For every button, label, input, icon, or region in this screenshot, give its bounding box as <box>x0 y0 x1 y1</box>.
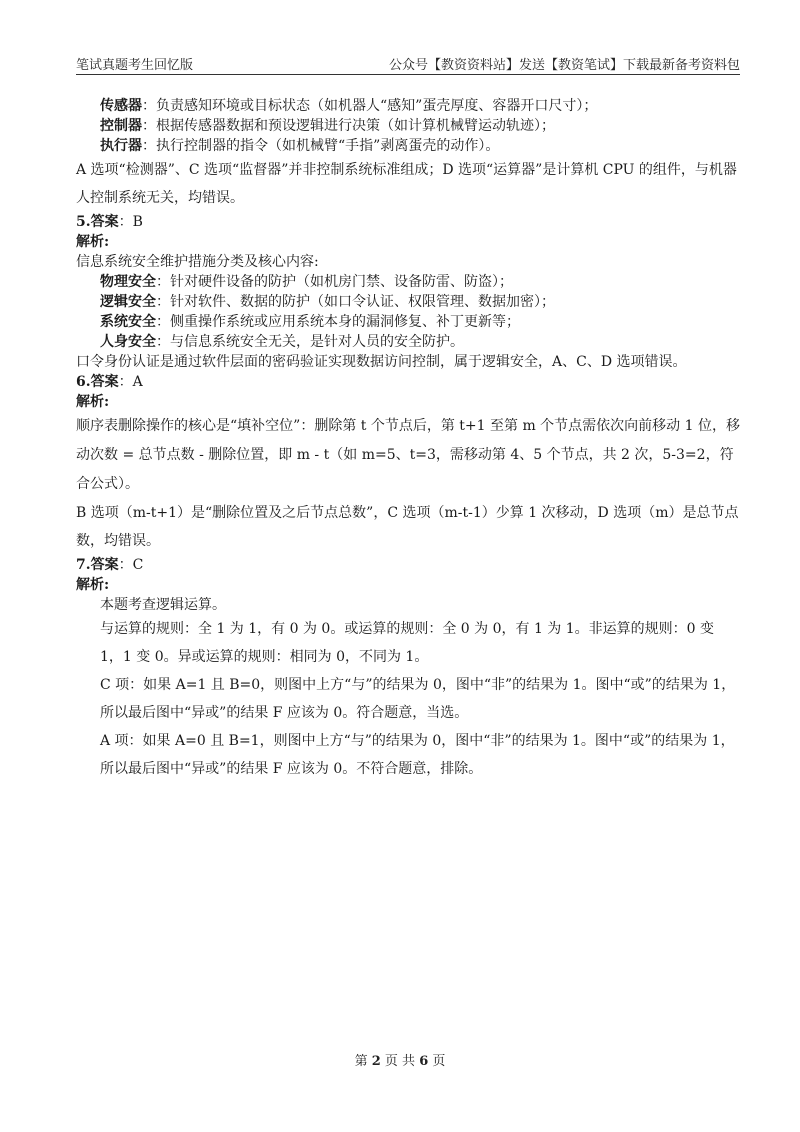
actuator-line <box>76 136 740 156</box>
sensor-line <box>76 96 740 116</box>
system-line <box>76 312 740 332</box>
q7-p2: 与运算的规则：全 1 为 1，有 0 为 0。或运算的规则：全 0 为 0，有 1 为 1。非运算的规则：0 变 1，1 变 0。异或运算的规则：相同为 0，不同为 1。 <box>100 621 715 665</box>
footer-prefix: 第 <box>354 1054 372 1069</box>
footer-suffix: 页 <box>428 1054 446 1069</box>
q5-intro: 信息系统安全维护措施分类及核心内容: <box>76 254 319 270</box>
logical-line <box>76 292 740 312</box>
q7-answer <box>76 555 740 575</box>
q6-answer <box>76 372 740 392</box>
actuator-label: 执行器 <box>100 138 142 154</box>
logical-text: ：针对软件、数据的防护（如口令认证、权限管理、数据加密）； <box>156 294 555 310</box>
logical-label: 逻辑安全 <box>100 294 156 310</box>
q5-answer <box>76 212 740 232</box>
system-text: ：侧重操作系统或应用系统本身的漏洞修复、补丁更新等； <box>156 314 520 330</box>
q5-analysis-label: 解析: <box>76 234 110 250</box>
footer-middle: 页 共 <box>380 1054 420 1069</box>
physical-text: ：针对硬件设备的防护（如机房门禁、设备防雷、防盗）； <box>156 274 513 290</box>
q5-conclusion: 口令身份认证是通过软件层面的密码验证实现数据访问控制，属于逻辑安全，A、C、D 选项错误。 <box>76 354 687 370</box>
controller-text: ：根据传感器数据和预设逻辑进行决策（如计算机械臂运动轨迹）； <box>142 118 555 134</box>
system-label: 系统安全 <box>100 314 156 330</box>
sensor-text: ：负责感知环境或目标状态（如机器人“感知”蛋壳厚度、容器开口尺寸）； <box>142 98 598 114</box>
physical-line <box>76 272 740 292</box>
q4-note: A 选项“检测器”、C 选项“监督器”并非控制系统标准组成；D 选项“运算器”是计算机 CPU 的组件，与机器人控制系统无关，均错误。 <box>76 162 737 206</box>
q6-answer-label: 6.答案 <box>76 374 119 390</box>
q7-answer-label: 7.答案 <box>76 557 119 573</box>
controller-line <box>76 116 740 136</box>
header-right-text: 公众号【教资资料站】发送【教资笔试】下载最新备考资料包 <box>388 58 740 73</box>
controller-label: 控制器 <box>100 118 142 134</box>
q7-p3: C 项：如果 A=1 且 B=0，则图中上方“与”的结果为 0，图中“非”的结果为 1。图中“或”的结果为 1，所以最后图中“异或”的结果 F 应该为 0。符合题意，当选。 <box>100 677 736 721</box>
q5-answer-value: ：B <box>118 214 143 230</box>
q6-analysis-label: 解析: <box>76 394 110 410</box>
q7-analysis-label: 解析: <box>76 577 110 593</box>
q7-p4: A 项：如果 A=0 且 B=1，则图中上方“与”的结果为 0，图中“非”的结果为 1。图中“或”的结果为 1，所以最后图中“异或”的结果 F 应该为 0。不符合题意，排除。 <box>100 733 735 777</box>
personal-line <box>76 332 740 352</box>
personal-text: ：与信息系统安全无关，是针对人员的安全防护。 <box>156 334 464 350</box>
actuator-text: ：执行控制器的指令（如机械臂“手指”剥离蛋壳的动作）。 <box>142 138 500 154</box>
page-footer <box>0 1050 800 1069</box>
page-header <box>76 50 740 75</box>
q5-answer-label: 5.答案 <box>76 214 119 230</box>
q7-answer-value: ：C <box>118 557 144 573</box>
physical-label: 物理安全 <box>100 274 156 290</box>
q6-body: 顺序表删除操作的核心是“填补空位”：删除第 t 个节点后，第 t+1 至第 m 个节点需依次向前移动 1 位，移动次数 = 总节点数 - 删除位置，即 m - t（如 m=5、t=3，需移动第 4、5 个节点，共 2 次，5-3=2，符合公式）。 <box>76 418 740 492</box>
header-left-text: 笔试真题考生回忆版 <box>76 58 194 73</box>
sensor-label: 传感器 <box>100 98 142 114</box>
q6-note: B 选项（m-t+1）是“删除位置及之后节点总数”，C 选项（m-t-1）少算 1 次移动，D 选项（m）是总节点数，均错误。 <box>76 505 739 549</box>
footer-total-pages: 6 <box>419 1054 429 1069</box>
q7-p1: 本题考查逻辑运算。 <box>100 597 226 613</box>
q6-answer-value: ：A <box>118 374 143 390</box>
personal-label: 人身安全 <box>100 334 156 350</box>
footer-page-number: 2 <box>371 1054 381 1069</box>
document-body <box>76 96 740 783</box>
